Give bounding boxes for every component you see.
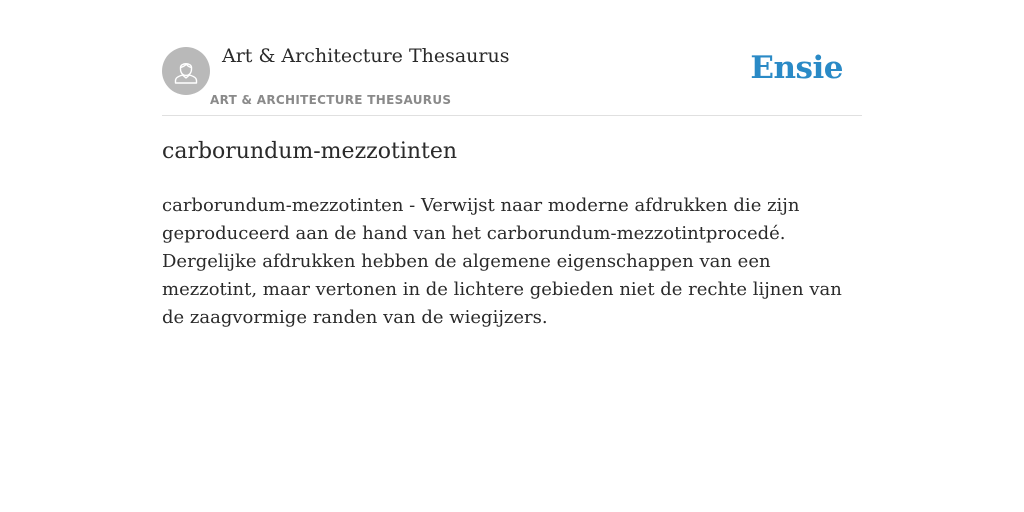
author-name-link[interactable]: Art & Architecture Thesaurus: [222, 45, 510, 67]
avatar[interactable]: [162, 47, 210, 95]
definition-text: carborundum-mezzotinten - Verwijst naar moderne afdrukken die zijn geproduceerd aan de hand van het carborundum-mezzotintprocedé. Dergelijke afdrukken hebben de algemene eigenschappen van een mezzotint, maar vertonen in de lichtere gebieden niet de rechte lijnen van de zaagvormige randen van de wiegijzers.: [162, 195, 842, 328]
page-title: carborundum-mezzotinten: [162, 139, 458, 164]
ensie-logo[interactable]: Ensie: [750, 50, 843, 86]
source-label: ART & ARCHITECTURE THESAURUS: [210, 93, 452, 107]
header: [162, 0, 862, 116]
user-icon: [171, 56, 201, 86]
